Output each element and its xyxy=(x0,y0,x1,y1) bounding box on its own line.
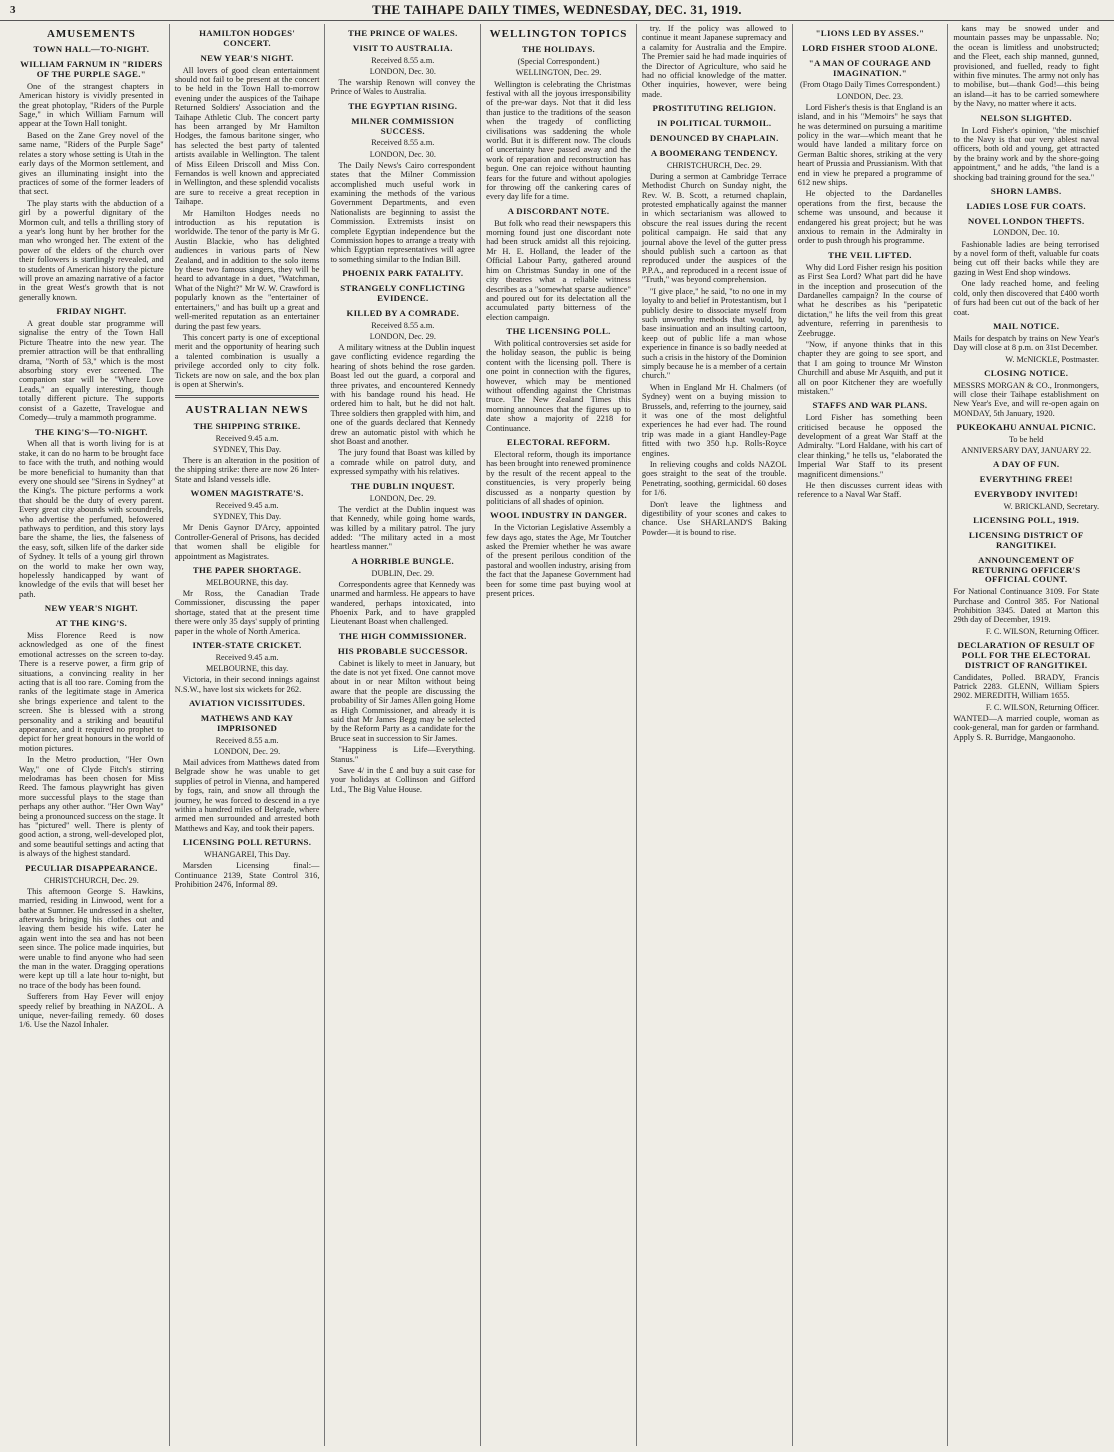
section-heading: AMUSEMENTS xyxy=(46,28,136,40)
paragraph: The jury found that Boast was killed by a comrade while on patrol duty, and expressed sympathy with his relatives. xyxy=(330,448,476,477)
paragraph: The Daily News's Cairo correspondent states that the Milner Commission accomplished much useful work in examining the methods of the various Government Departments, and even Nationalists are beginning to assist the Commission. Extremists insist on complete Egyptian independence but the Commission hopes to arrange a treaty with which Egyptian representatives will agree to something similar to the Indian Bill. xyxy=(330,160,476,264)
article-headline: A DISCORDANT NOTE. xyxy=(507,205,610,216)
signature: W. McNICKLE, Postmaster. xyxy=(1005,354,1100,364)
masthead xyxy=(0,0,1114,21)
article-headline: PECULIAR DISAPPEARANCE. xyxy=(25,862,158,873)
paragraph: During a sermon at Cambridge Terrace Methodist Church on Sunday night, the Rev. W. B. Scott, a returned chaplain, protested emphatically against the manner in which sectarianism was allowed to obscure the real issues during the recent political campaign. He said that any journal above the level of the gutter press should publish such a cartoon as that reproduced under the auspices of the P.P.A., and reproduced in a recent issue of "Truth," was beyond comprehension. xyxy=(641,171,787,285)
article-headline: A HORRIBLE BUNGLE. xyxy=(351,555,455,566)
paragraph: Wellington is celebrating the Christmas festival with all the joyous irresponsibility of the pre-war days. Not that it did less than justice to the traditions of the season when the tragedy of conflicting civilisations was saddening the whole world. But it is different now. The clouds of uncertainty have passed away and the work of reparation and reconstruction has begun. One can rejoice without haunting fears for the future and without apologies for throwing off the cankering cares of every day life for a time. xyxy=(486,79,631,202)
paragraph: In Lord Fisher's opinion, "the mischief to the Navy is that our very ablest naval officers, both old and young, get attracted by the brainy work and by the shore-going appointment," and he adds, "the land is a shocking bad training ground for the sea." xyxy=(953,125,1100,182)
paragraph: Victoria, in their second innings against N.S.W., have lost six wickets for 262. xyxy=(174,675,320,694)
page-columns xyxy=(14,24,1104,1446)
signature: F. C. WILSON, Returning Officer. xyxy=(985,626,1100,636)
notice-text: For National Continuance 3109. For State Purchase and Control 385. For National Prohibition 3345. Dated at Marton this 29th day of December, 1919. xyxy=(953,587,1100,625)
article-headline: LICENSING POLL RETURNS. xyxy=(182,837,312,848)
article-headline: MILNER COMMISSION SUCCESS. xyxy=(351,115,455,136)
article-headline: PUKEOKAHU ANNUAL PICNIC. xyxy=(956,422,1096,433)
paragraph: He then discusses current ideas with reference to a Naval War Staff. xyxy=(797,481,943,500)
dateline: Received 8.55 a.m. xyxy=(371,55,435,65)
signature: F. C. WILSON, Returning Officer. xyxy=(985,702,1100,712)
article-headline: VISIT TO AUSTRALIA. xyxy=(352,42,453,53)
notice-text: MESSRS MORGAN & CO., Ironmongers, will close their Taihape establishment on New Year's Eve, and will re-open again on MONDAY, 5th January, 1920. xyxy=(953,380,1100,418)
article-headline: TOWN HALL—TO-NIGHT. xyxy=(33,44,150,55)
article-headline: AT THE KING'S. xyxy=(55,618,128,629)
article-headline: MAIL NOTICE. xyxy=(993,320,1060,331)
paragraph: In the Metro production, "Her Own Way," one of Clyde Fitch's stirring melodramas has been chosen for Miss Reed. The famous playwright has given more successful plays to the stage than perhaps any other author. "Her Own Way" being a pronounced success on the stage. It has "pictured" well. There is plenty of good action, a strong, well-developed plot, and some beautiful settings and acting that is always of the highest standard. xyxy=(19,755,164,859)
article-headline: LICENSING DISTRICT OF RANGITIKEI. xyxy=(968,530,1084,550)
column-2 xyxy=(170,24,326,1446)
dateline: Received 9.45 a.m. xyxy=(215,433,279,443)
dateline: To be held xyxy=(1008,435,1044,445)
article-headline: THE VEIL LIFTED. xyxy=(828,249,912,260)
dateline: LONDON, Dec. 10. xyxy=(993,228,1060,238)
article-headline: LADIES LOSE FUR COATS. xyxy=(966,200,1086,211)
article-headline: THE LICENSING POLL. xyxy=(506,326,611,337)
article-headline: DECLARATION OF RESULT OF POLL FOR THE ELECTORAL DISTRICT OF RANGITIKEI. xyxy=(957,640,1095,670)
column-1 xyxy=(14,24,170,1446)
article-headline: STAFFS AND WAR PLANS. xyxy=(812,400,928,411)
article-headline: HIS PROBABLE SUCCESSOR. xyxy=(337,645,468,656)
paragraph: One of the strangest chapters in American history is vividly presented in the great photoplay, "Riders of the Purple Sage," in which William Farnum will appear at the Town Hall tonight. xyxy=(19,81,164,129)
dateline: MELBOURNE, this day. xyxy=(205,577,289,587)
signature: W. BRICKLAND, Secretary. xyxy=(1003,501,1100,511)
paragraph: The warship Renown will convey the Prince of Wales to Australia. xyxy=(330,78,476,97)
paragraph: Mr Hamilton Hodges needs no introduction as his reputation is worldwide. The tenor of the party is Mr G. Austin Blackie, who has delighted audiences in various parts of New Zealand, and in addition to the solo items by these two famous singers, they will be heard to advantage in a duet, "Watchman, What of the Night?" Mr W. W. Crawford is popularly known as the "entertainer of entertainers," and has built up a great and well-merited reputation as an entertainer during the past few years. xyxy=(174,208,320,331)
paragraph: try. If the policy was allowed to continue it meant Japanese supremacy and a calamity for Australia and the Empire. The Premier said he had made inquiries of the Director of Agriculture, who said he had no official knowledge of the matter. Other inquiries, however, were being made. xyxy=(641,24,787,99)
article-headline: A BOOMERANG TENDENCY. xyxy=(650,147,778,158)
paragraph: Mr Ross, the Canadian Trade Commissioner, discussing the paper shortage, stated that at the present time there were only 35 days' supply of printing paper in the whole of North America. xyxy=(174,588,320,636)
column-6 xyxy=(793,24,949,1446)
dateline: DUBLIN, Dec. 29. xyxy=(371,568,435,578)
article-headline: PHOENIX PARK FATALITY. xyxy=(342,268,464,279)
column-4 xyxy=(481,24,637,1446)
newspaper-title: THE TAIHAPE DAILY TIMES, WEDNESDAY, DEC. 31, 1919. xyxy=(372,2,742,17)
article-headline: INTER-STATE CRICKET. xyxy=(192,640,302,650)
paragraph: Fashionable ladies are being terrorised by a novel form of theft, valuable fur coats being cut off their backs while they are gazing in West End shop windows. xyxy=(953,239,1100,277)
paragraph: Lord Fisher's thesis is that England is an island, and in his "Memoirs" he says that he was determined on pursuing a maritime policy in the war—which meant that he would have landed a military force on German Baltic shores, striking at the very heart of Prussia and Prussianism. With that end in view he prepared a programme of 612 new ships. xyxy=(797,102,943,187)
article-headline: EVERYTHING FREE! xyxy=(979,474,1073,485)
article-headline: SHORN LAMBS. xyxy=(990,185,1062,196)
article-headline: THE HIGH COMMISSIONER. xyxy=(339,630,467,641)
article-headline: WOMEN MAGISTRATE'S. xyxy=(190,488,304,499)
paragraph: Miss Florence Reed is now acknowledged as one of the finest emotional actresses on the screen to-day. There is a reserve power, a firm grip of situations, a convincing reality in her acting that is all too rare. Coming from the ranks of the legitimate stage in America she brings experience and talent to the screen. She is blessed with a strong personality and a striking and beautiful appearance, and it required no prophet to depict for her great honours in the world of motion pictures. xyxy=(19,630,164,753)
article-headline: EVERYBODY INVITED! xyxy=(974,489,1079,500)
dateline: LONDON, Dec. 29. xyxy=(213,746,281,756)
notice-text: Candidates, Polled. BRADY, Francis Patrick 2283. GLENN, William Spiers 2902. MEREDITH, William 1655. xyxy=(953,672,1100,701)
column-7 xyxy=(948,24,1104,1446)
article-headline: THE PRINCE OF WALES. xyxy=(347,28,458,38)
paragraph: Mail advices from Matthews dated from Belgrade show he was unable to get supplies of petrol in Vienna, and hampered by fogs, rain, and snow all through the journey, he was forced to descend in a rye within a hundred miles of Belgrade, where armed men surrounded and arrested both Matthews and Kay, and took their papers. xyxy=(174,757,320,833)
article-headline: ELECTORAL REFORM. xyxy=(506,437,611,448)
section-heading: WELLINGTON TOPICS xyxy=(489,28,628,40)
article-headline: WOOL INDUSTRY IN DANGER. xyxy=(489,510,628,521)
article-headline: THE DUBLIN INQUEST. xyxy=(350,480,455,491)
article-headline: LICENSING POLL, 1919. xyxy=(973,515,1080,526)
article-headline: "A MAN OF COURAGE AND IMAGINATION." xyxy=(808,57,932,78)
article-headline: ANNOUNCEMENT OF RETURNING OFFICER'S OFFICIAL COUNT. xyxy=(971,554,1081,585)
section-heading: AUSTRALIAN NEWS xyxy=(185,404,309,417)
paragraph: Cabinet is likely to meet in January, but the date is not yet fixed. One cannot move about in or near Milton without being aware that the people are discussing the probability of Sir James Allen going Home as High Commissioner, and already it is said that Mr James Begg may be selected by the Reform Party as a candidate for the Bruce seat in succession to Sir James. xyxy=(330,658,476,743)
article-headline: PROSTITUTING RELIGION. xyxy=(652,103,776,114)
dateline: MELBOURNE, this day. xyxy=(205,664,289,674)
article-headline: "LIONS LED BY ASSES." xyxy=(815,28,925,38)
article-headline: THE PAPER SHORTAGE. xyxy=(192,564,302,575)
paragraph: "Happiness is Life—Everything. Stanus." xyxy=(330,745,476,764)
dateline: CHRISTCHURCH, Dec. 29. xyxy=(43,875,139,885)
paragraph: Marsden Licensing final:— Continuance 2139, State Control 316, Prohibition 2476, Informal 89. xyxy=(174,861,320,890)
paragraph: The verdict at the Dublin inquest was that Kennedy, while going home wards, was killed by a military patrol. The jury added: "The military acted in a most heartless manner." xyxy=(330,504,476,552)
article-headline: NEW YEAR'S NIGHT. xyxy=(200,52,294,63)
paragraph: Based on the Zane Grey novel of the same name, "Riders of the Purple Sage" relates a story whose setting is Utah in the early days of the Mormon settlement, and gives an illuminating insight into the practices of some of the former leaders of that sect. xyxy=(19,130,164,197)
dateline: (From Otago Daily Times Correspondent.) xyxy=(800,80,940,90)
article-headline: FRIDAY NIGHT. xyxy=(56,306,127,317)
dateline: WHANGAREI, This Day. xyxy=(203,850,291,860)
article-headline: THE HOLIDAYS. xyxy=(522,44,596,55)
article-headline: KILLED BY A COMRADE. xyxy=(346,307,460,318)
paragraph: The play starts with the abduction of a girl by a powerful dignitary of the Mormon cult, and tells a thrilling story of a year's long hunt by her brother for the man who wronged her. The extent of the power of the elders of the church over their followers is startlingly revealed, and to students of American history the picture will prove an amazing narrative of a factor in the great West's growth that is not generally known. xyxy=(19,198,164,302)
dateline: LONDON, Dec. 23. xyxy=(836,91,904,101)
paragraph: With political controversies set aside for the holiday season, the public is being content with the licensing poll. There is one point in connection with the figures, however, which may be mentioned without offending against the Christmas truce. The New Zealand Times this morning announces that the figures up to date show a majority of 2218 for Continuance. xyxy=(486,338,631,433)
page-number: 3 xyxy=(10,4,16,16)
paragraph: Why did Lord Fisher resign his position as First Sea Lord? What part did he have in the inception and prosecution of the Dardanelles campaign? In the course of what he describes as his "peripatetic dictation," he lifts the veil from this great adventure, referring in parenthesis to Zeebrugge. xyxy=(797,262,943,338)
paragraph: In the Victorian Legislative Assembly a few days ago, states the Age, Mr Toutcher asked the Premier whether he was aware of the present perilous condition of the pastoral and woollen industry, arising from the fact that the Japanese Government had been for some time past buying wool at present prices. xyxy=(486,523,631,598)
paragraph: A military witness at the Dublin inquest gave conflicting evidence regarding the hearing of shots behind the rose garden. Boast led out the guard, a corporal and three privates, and encountered Kennedy with his bandage round his head. He ordered him to halt, but he did not halt. Three soldiers then grappled with him, and one of the guards declared that Kennedy drew an automatic pistol with which he shot Boast and another. xyxy=(330,343,476,447)
article-headline: CLOSING NOTICE. xyxy=(984,367,1069,378)
dateline: Received 8.55 a.m. xyxy=(371,138,435,148)
article-headline: IN POLITICAL TURMOIL. xyxy=(657,118,772,129)
article-headline: AVIATION VICISSITUDES. xyxy=(189,698,306,709)
paragraph: A great double star programme will signalise the entry of the Town Hall Picture Theatre into the new year. The premier attraction will be that enthralling drama, "North of 53," which is the most absorbing story ever screened. The companion star will be "Where Love Leads," an equally interesting, though totally different picture. The supports consist of a Gazette, Travelogue and Comedy—truly a mammoth programme. xyxy=(19,319,164,423)
paragraph: Electoral reform, though its importance has been brought into renewed prominence by the result of the recent appeal to the constituencies, is very properly being discussed as a nonparty question by politicians of all shades of opinion. xyxy=(486,449,631,506)
paragraph: But folk who read their newspapers this morning found just one discordant note had been struck amidst all this rejoicing. Mr H. E. Holland, the leader of the Official Labour Party, gathered around him on Christmas Sunday in one of the city theatres what a reliable witness describes as a "somewhat sparse audience" and poured out for its delectation all the accumulated party bitterness of the election campaign. xyxy=(486,218,631,322)
paragraph: kans may be snowed under and mountain passes may be unpassable. No; the ocean is limitless and unobstructed; and the Fleet, each ship manned, gunned, provisioned, and fuelled, ready to fight within five minutes. The army not only has to mobilise, but—thank God!—this being an island—it has to be carried somewhere by the Navy, no matter where it acts. xyxy=(953,24,1100,109)
dateline: Received 9.45 a.m. xyxy=(215,652,279,662)
article-headline: NELSON SLIGHTED. xyxy=(980,112,1072,123)
paragraph: "Now, if anyone thinks that in this chapter they are going to see sport, and that I am going to trounce Mr Winston Churchill and abuse Mr Asquith, and put it all on poor Kitchener they are woefully mistaken." xyxy=(797,339,943,396)
paragraph: Sufferers from Hay Fever will enjoy speedy relief by breathing in NAZOL. A unique, never-failing remedy. 60 doses 1/6. Use the Nazol Inhaler. xyxy=(19,992,164,1030)
article-headline: NOVEL LONDON THEFTS. xyxy=(967,215,1085,226)
column-3 xyxy=(325,24,481,1446)
dateline: CHRISTCHURCH, Dec. 29. xyxy=(666,160,762,170)
column-5 xyxy=(637,24,793,1446)
paragraph: Save 4/ in the £ and buy a suit case for your holidays at Collinson and Gifford Ltd., The Big Value House. xyxy=(330,765,476,794)
article-headline: HAMILTON HODGES' CONCERT. xyxy=(199,28,296,48)
article-headline: STRANGELY CONFLICTING EVIDENCE. xyxy=(340,283,466,303)
notice-text: Mails for despatch by trains on New Year's Day will close at 8 p.m. on 31st December. xyxy=(953,333,1100,353)
paragraph: Lord Fisher has something been criticised because he opposed the development of a great War Staff at the Admiralty. "Lord Haldane, with his cart of clear thinking," he tells us, "elaborated the Imperial War Staff to its present magnificent dimensions." xyxy=(797,413,943,479)
paragraph: All lovers of good clean entertainment should not fail to be present at the concert to be held in the Town Hall to-morrow evening under the auspices of the Taihape Returned Soldiers' Association and the Taihape Athletic Club. The concert party has been arranged by Mr Hamilton Hodges, the famous baritone singer, who has selected the best party of talented artists available in Wellington. The talent of Miss Eileen Driscoll and Miss Con. Fernandos is well known and appreciated in Wellington, and these splendid vocalists are sure to receive a great reception in Taihape. xyxy=(174,65,320,207)
paragraph: In relieving coughs and colds NAZOL goes straight to the seat of the trouble. Penetrating, soothing, germicidal. 60 doses for 1/6. xyxy=(641,460,787,498)
dateline: ANNIVERSARY DAY, JANUARY 22. xyxy=(961,446,1092,456)
paragraph: One lady reached home, and feeling cold, only then discovered that £400 worth of furs had been cut out of the back of her coat. xyxy=(953,279,1100,317)
paragraph: Mr Denis Gaynor D'Arcy, appointed Controller-General of Prisons, has decided that women shall be eligible for appointment as Magistrates. xyxy=(174,523,320,561)
article-headline: LORD FISHER STOOD ALONE. xyxy=(802,42,938,53)
dateline: Received 8.55 a.m. xyxy=(215,735,279,745)
dateline: LONDON, Dec. 29. xyxy=(369,331,436,341)
article-headline: MATHEWS AND KAY IMPRISONED xyxy=(200,712,294,733)
dateline: LONDON, Dec. 30. xyxy=(369,149,436,159)
article-headline: WILLIAM FARNUM IN "RIDERS OF THE PURPLE SAGE." xyxy=(20,59,163,79)
paragraph: This concert party is one of exceptional merit and the opportunity of hearing such a talented combination is usually a privilege accorded only to city folk. Tickets are now on sale, and the box plan is open at Sherwin's. xyxy=(174,332,320,389)
dateline: SYDNEY, This Day. xyxy=(213,512,281,522)
paragraph: Don't leave the lightness and digestibility of your scones and cakes to chance. Use SHARLAND'S Baking Powder—it is bound to rise. xyxy=(641,499,787,537)
paragraph: When all that is worth living for is at stake, it can do no harm to be brought face to face with the truth, and nothing would be more beneficial to humanity than that every one should see "Sirens in Sydney" at the King's. The picture performs a work that should be the duty of every parent. Every great city abounds with scoundrels, who advertise the perfumed, befowered pathways to perdition, and this story lays bare the shame, the lies, the falseness of the easy, soft, silken life of the darker side of Sydney. It tells of a young girl thrown on the world to make her own way, hopelessly handicapped by want of knowledge of the evils that will beset her path. xyxy=(19,439,164,599)
article-headline: THE EGYPTIAN RISING. xyxy=(348,100,458,111)
dateline: LONDON, Dec. 29. xyxy=(369,493,436,503)
article-headline: A DAY OF FUN. xyxy=(992,459,1060,470)
paragraph: "I give place," he said, "to no one in my loyalty to and belief in Protestantism, but I publicly desire to dissociate myself from such unworthy methods that would, by base insinuation and an insulting cartoon, keep out of public life a man whose experience in finance is so badly needed at such a crisis in the history of the Dominion simply because he is a member of a certain church." xyxy=(641,286,787,381)
article-headline: DENOUNCED BY CHAPLAIN. xyxy=(649,132,779,143)
article-headline: THE SHIPPING STRIKE. xyxy=(193,420,301,431)
dateline: WELLINGTON, Dec. 29. xyxy=(515,68,602,78)
paragraph: This afternoon George S. Hawkins, married, residing in Linwood, went for a bathe at Sumner. He undressed in a shelter, afterwards bringing his clothes out and leaving them beside his wife. Later he again went into the sea and has not been seen since. The police made inquiries, but were unable to find anyone who had seen the man in the water. Dragging operations were kept up till a late hour to-night, but no trace of the body has been found. xyxy=(19,886,164,990)
paragraph: He objected to the Dardanelles operations from the first, because the scheme was unsound, and because it endangered his great project; but he was anxious to remain in the Admiralty in order to push through his programme. xyxy=(797,189,943,246)
paragraph: When in England Mr H. Chalmers (of Sydney) went on a buying mission to Brussels, and, referring to the journey, said it was one of the most delightful experiences he had ever had. The round trip was made in a giant Handley-Page fitted with two 350 h.p. Rolls-Royce engines. xyxy=(641,382,787,458)
article-headline: THE KING'S—TO-NIGHT. xyxy=(34,426,148,437)
dateline: Received 8.55 a.m. xyxy=(371,320,435,330)
article-headline: NEW YEAR'S NIGHT. xyxy=(44,603,138,614)
paragraph: Correspondents agree that Kennedy was unarmed and harmless. He appears to have wandered, perhaps intoxicated, into Phoenix Park, and to have grappled Lieutenant Boast when challenged. xyxy=(330,579,476,627)
dateline: LONDON, Dec. 30. xyxy=(369,66,436,76)
notice-text: WANTED—A married couple, woman as cook-general, man for garden or farmhand. Apply S. R. Burridge, Mangaonoho. xyxy=(953,713,1100,742)
dateline: (Special Correspondent.) xyxy=(517,57,600,67)
section-divider xyxy=(175,395,320,398)
dateline: SYDNEY, This Day. xyxy=(213,444,281,454)
dateline: Received 9.45 a.m. xyxy=(215,500,279,510)
paragraph: There is an alteration in the position of the shipping strike: there are now 26 Inter-State and Island vessels idle. xyxy=(174,455,320,484)
